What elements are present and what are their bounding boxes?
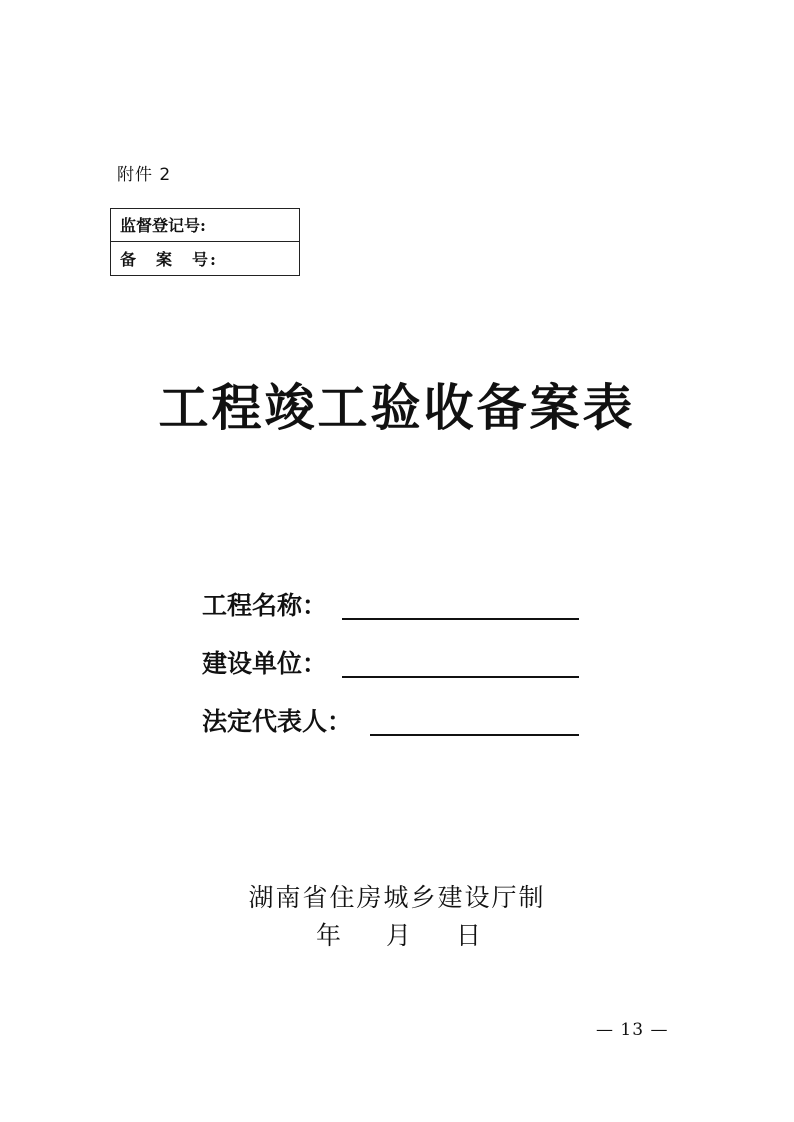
date-day-label: 日 — [456, 921, 482, 950]
legal-rep-label: 法定代表人： — [202, 707, 353, 736]
registration-box — [110, 208, 300, 276]
project-name-field — [202, 588, 582, 624]
issuer-text: 湖南省住房城乡建设厅制 — [248, 883, 546, 912]
construction-unit-blank-line — [342, 676, 579, 678]
project-name-label: 工程名称： — [202, 591, 328, 620]
date-year-label: 年 — [316, 921, 342, 950]
page-number: — 13 — — [596, 1020, 669, 1040]
supervision-reg-no-label: 监督登记号: — [111, 209, 299, 242]
construction-unit-label: 建设单位： — [202, 649, 328, 678]
construction-unit-field — [202, 646, 582, 682]
legal-rep-blank-line — [370, 734, 579, 736]
document-title: 工程竣工验收备案表 — [158, 378, 636, 437]
filing-no-label: 备 案 号: — [120, 250, 218, 269]
legal-rep-field — [202, 704, 582, 740]
project-name-blank-line — [342, 618, 579, 620]
date-month-label: 月 — [386, 921, 412, 950]
attachment-label: 附件 2 — [117, 165, 172, 185]
